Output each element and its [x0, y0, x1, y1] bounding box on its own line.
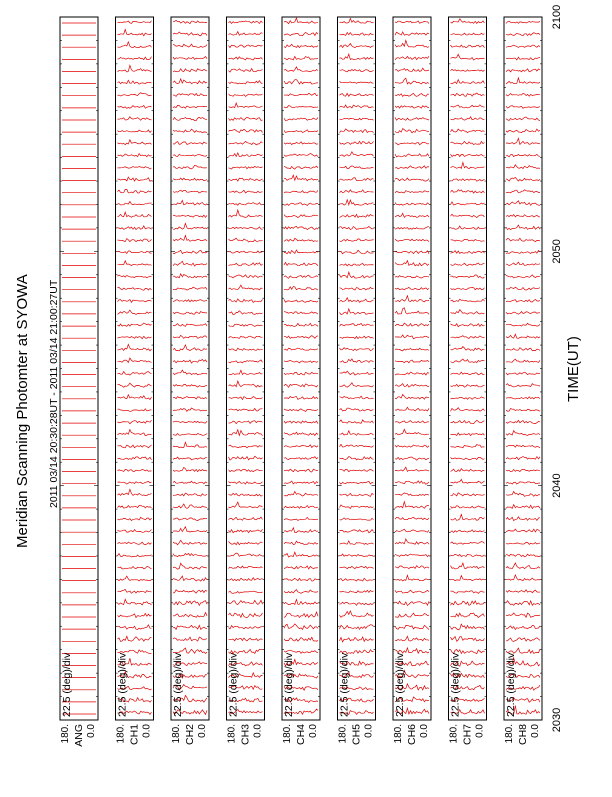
y-tick-label-max: 180.: [504, 724, 515, 744]
y-tick-label-min: 0.0: [530, 724, 541, 738]
panel-ch6: [393, 17, 431, 745]
panel-frame: [60, 17, 98, 720]
y-tick-label-min: 0.0: [419, 724, 430, 738]
panel-scale-label: 22.5 (deg)/div: [449, 652, 462, 717]
y-tick-label-min: 0.0: [308, 724, 319, 738]
panel-channel-label: CH4: [295, 724, 307, 746]
panel-scale-label: 22.5 (deg)/div: [61, 652, 73, 717]
panel-frame: [282, 17, 320, 720]
y-tick-label-min: 0.0: [363, 724, 375, 738]
x-tick-label: 2030: [551, 707, 563, 733]
panel-channel-label: CH6: [406, 724, 418, 746]
x-tick-label: 2100: [551, 4, 563, 30]
y-tick-label-min: 0.0: [197, 724, 208, 738]
panel-ch5: [338, 17, 376, 745]
panel-channel-label: CH1: [128, 724, 141, 746]
y-tick-label-min: 0.0: [86, 724, 97, 738]
panel-frame: [449, 17, 487, 720]
panel-ch7: [449, 17, 487, 745]
chart-subtitle: 2011 03/14 20:30:28UT - 2011 03/14 21:00:27UT: [48, 279, 60, 508]
panel-channel-label: CH5: [350, 724, 363, 746]
panel-channel-label: ANG: [73, 724, 85, 747]
y-tick-label-min: 0.0: [141, 724, 153, 738]
panel-channel-label: CH3: [239, 724, 252, 746]
panel-scale-label: 22.5 (deg)/div: [227, 652, 240, 717]
panel-scale-label: 22.5 (deg)/div: [394, 652, 406, 717]
panel-scale-label: 22.5 (deg)/div: [283, 652, 295, 717]
panel-frame: [504, 17, 542, 720]
y-tick-label-max: 180.: [226, 724, 238, 744]
panel-scale-label: 22.5 (deg)/div: [338, 652, 351, 717]
y-tick-label-max: 180.: [60, 724, 71, 744]
panel-frame: [227, 17, 265, 720]
y-tick-label-max: 180.: [171, 724, 182, 744]
panel-ch8: [504, 17, 542, 745]
y-tick-label-min: 0.0: [252, 724, 264, 738]
y-tick-label-max: 180.: [337, 724, 349, 744]
y-tick-label-max: 180.: [282, 724, 293, 744]
panel-ch3: [227, 17, 265, 745]
panel-ch2: [171, 17, 209, 745]
panel-ch1: [116, 17, 154, 745]
x-axis-label: TIME(UT): [565, 336, 582, 402]
panel-channel-label: CH8: [517, 724, 529, 746]
y-tick-label-min: 0.0: [474, 724, 486, 738]
panel-ang: [60, 17, 98, 747]
panel-scale-label: 22.5 (deg)/div: [116, 652, 129, 717]
panels-layer: [60, 17, 542, 747]
panel-scale-label: 22.5 (deg)/div: [505, 652, 517, 717]
chart-title: Meridian Scanning Photomter at SYOWA: [14, 274, 31, 548]
x-tick-label: 2040: [551, 473, 563, 498]
panel-ch4: [282, 17, 320, 745]
x-ticks-layer: [551, 5, 563, 732]
y-tick-label-max: 180.: [448, 724, 460, 744]
panel-channel-label: CH7: [461, 724, 474, 746]
y-tick-label-max: 180.: [115, 724, 127, 744]
y-tick-label-max: 180.: [393, 724, 404, 744]
panel-scale-label: 22.5 (deg)/div: [172, 652, 184, 717]
x-tick-label: 2050: [551, 239, 563, 264]
panel-channel-label: CH2: [184, 724, 196, 746]
